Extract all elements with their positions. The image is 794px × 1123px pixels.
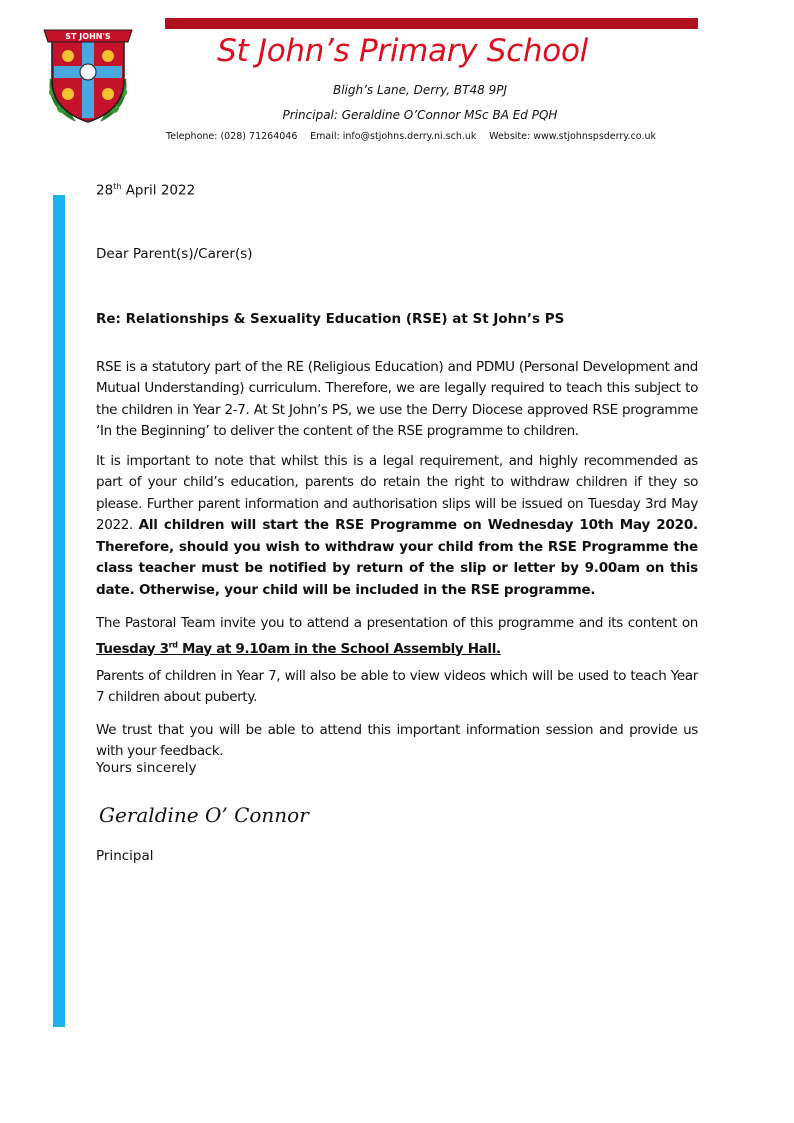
school-crest-logo bbox=[36, 18, 140, 126]
paragraph-3-text: The Pastoral Team invite you to attend a presentation of this programme and its content on bbox=[96, 614, 698, 631]
presentation-date-sup: rd bbox=[168, 640, 178, 649]
signature-text: Geraldine O’ Connor bbox=[99, 803, 309, 827]
date-day: 28 bbox=[96, 182, 114, 199]
paragraph-2-bold: All children will start the RSE Programme on Wednesday 10th May 2020. Therefore, should you wish to withdraw your child from the RSE Programme the class teacher must be notified by return of the slip or letter by 9.00am on this date. Otherwise, your child will be included in the RSE programme. bbox=[96, 517, 698, 598]
contact-line bbox=[166, 131, 656, 142]
telephone: Telephone: (028) 71264046 bbox=[166, 131, 298, 142]
paragraph-3 bbox=[96, 613, 698, 661]
letter-date bbox=[96, 182, 195, 199]
closing: Yours sincerely bbox=[96, 760, 197, 776]
handwritten-signature bbox=[97, 788, 312, 838]
school-address: Bligh’s Lane, Derry, BT48 9PJ bbox=[332, 83, 507, 97]
presentation-date-pre: Tuesday 3 bbox=[96, 640, 169, 657]
paragraph-1: RSE is a statutory part of the RE (Religious Education) and PDMU (Personal Development and Mutual Understanding) curriculum. Therefore, we are legally required to teach this subject to the children in Year 2-7. At St John’s PS, we use the Derry Diocese approved RSE programme ‘In the Beginning’ to deliver the content of the RSE programme to children. bbox=[96, 358, 698, 439]
paragraph-2 bbox=[96, 451, 698, 602]
website: Website: www.stjohnspsderry.co.uk bbox=[489, 131, 656, 142]
paragraph-5: We trust that you will be able to attend this important information session and provide us with your feedback. bbox=[96, 721, 698, 759]
date-rest: April 2022 bbox=[121, 182, 196, 199]
paragraph-2-text: It is important to note that whilst this is a legal requirement, and highly recommended as part of your child’s education, parents do retain the right to withdraw children if they so please. Further parent information and authorisation slips will be issued on Tuesday 3rd May 2022. bbox=[96, 452, 698, 533]
salutation: Dear Parent(s)/Carer(s) bbox=[96, 246, 253, 262]
email: Email: info@stjohns.derry.ni.sch.uk bbox=[310, 131, 477, 142]
side-blue-bar bbox=[53, 195, 65, 1027]
header-red-bar bbox=[165, 18, 698, 29]
principal-line: Principal: Geraldine O’Connor MSc BA Ed PQH bbox=[282, 108, 558, 122]
signatory-role: Principal bbox=[96, 848, 154, 864]
presentation-date bbox=[96, 641, 501, 657]
paragraph-4: Parents of children in Year 7, will also be able to view videos which will be used to teach Year 7 children about puberty. bbox=[96, 667, 698, 705]
crest-banner-text: ST JOHN'S bbox=[65, 32, 111, 41]
presentation-date-post: May at 9.10am in the School Assembly Hall. bbox=[177, 640, 501, 657]
school-name: St John’s Primary School bbox=[217, 33, 588, 69]
date-suffix: th bbox=[113, 182, 122, 191]
subject-line: Re: Relationships & Sexuality Education (RSE) at St John’s PS bbox=[96, 311, 565, 327]
